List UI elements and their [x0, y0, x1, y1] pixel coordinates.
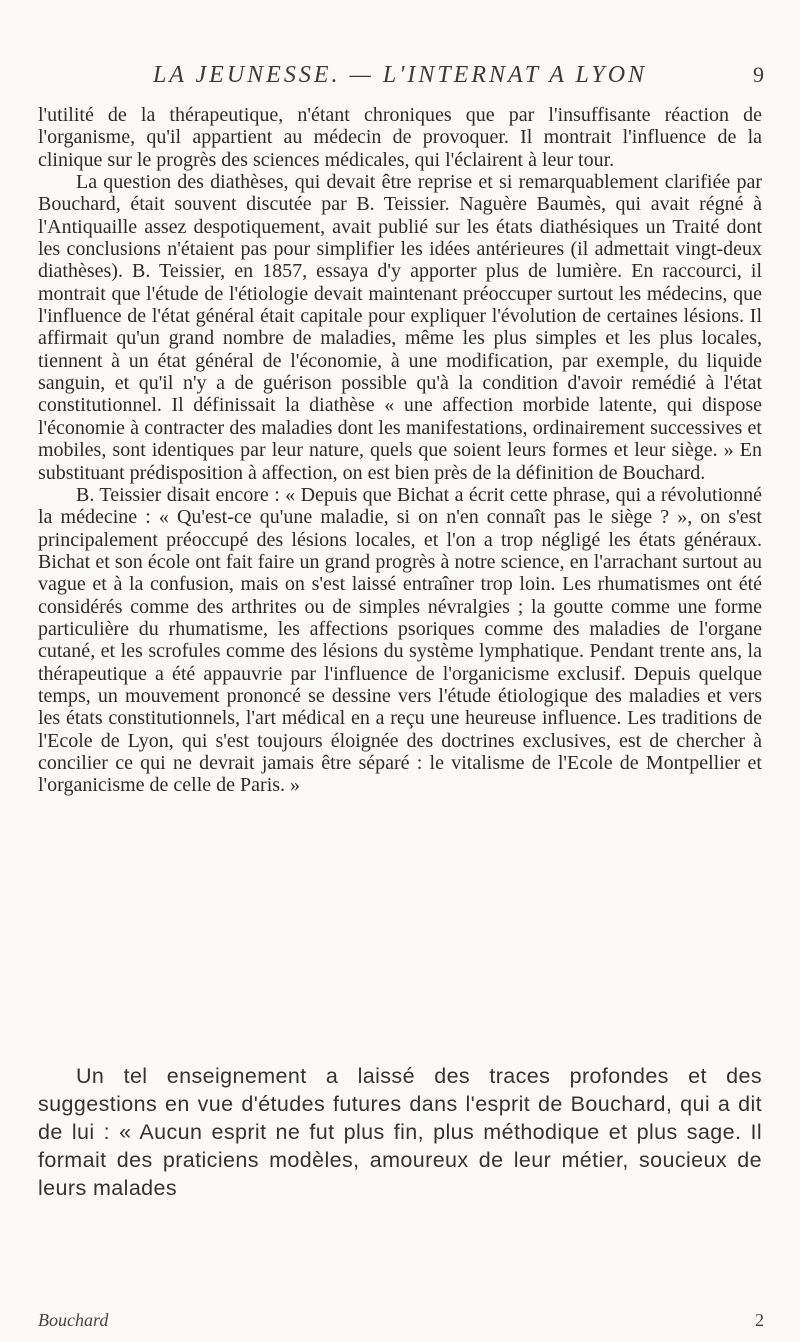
signature-mark: Bouchard [38, 1310, 109, 1330]
paragraph: B. Teissier disait encore : « Depuis que Bichat a écrit cette phrase, qui a révolutionné la médecine : « Qu'est-ce qu'une maladie, si on n'en connaît pas le siège ? », on s'est principalement préoccupé des lésions locales, et l'on a trop négligé les états généraux. Bichat et son école ont fait faire un grand progrès à notre science, en l'arrachant surtout au vague et à la confusion, mais on s'est laissé entraîner trop loin. Les rhumatismes ont été considérés comme des arthrites ou de simples névralgies ; la goutte comme une forme particulière du rhumatisme, les affections psoriques comme des maladies de l'organe cutané, et les scrofules comme des lésions du système lymphatique. Pendant trente ans, la thérapeutique a été appauvrie par l'influence de l'organicisme exclusif. Depuis quelque temps, un mouvement prononcé se dessine vers l'étude étiologique des maladies et vers les états constitutionnels, l'art médical en a reçu une heureuse influence. Les traditions de l'Ecole de Lyon, qui s'est toujours éloignée des doctrines exclusives, est de chercher à concilier ce qui ne devrait jamais être séparé : le vitalisme de l'Ecole de Montpellier et l'organicisme de celle de Paris. » [38, 483, 762, 797]
signature-number: 2 [755, 1310, 764, 1330]
body-text [38, 104, 762, 797]
paragraph: Un tel enseignement a laissé des traces profondes et des suggestions en vue d'études futures dans l'esprit de Bouchard, qui a dit de lui : « Aucun esprit ne fut plus fin, plus méthodique et plus sage. Il formait des praticiens modèles, amoureux de leur métier, soucieux de leurs malades [38, 1064, 762, 1200]
running-title: LA JEUNESSE. — L'INTERNAT A LYON [152, 62, 648, 88]
paragraph: La question des diathèses, qui devait être reprise et si remarquablement clarifiée par Bouchard, était souvent discutée par B. Teissier. Naguère Baumès, qui avait régné à l'Antiquaille assez despotiquement, avait publié sur les états diathésiques un Traité dont les conclusions n'étaient pas pour simplifier les idées antérieures (il admettait vingt-deux diathèses). B. Teissier, en 1857, essaya d'y apporter plus de lumière. En raccourci, il montrait que l'étude de l'étiologie devait maintenant préoccuper surtout les médecins, que l'influence de l'état général était capitale pour expliquer l'évolution de certaines lésions. Il affirmait qu'un grand nombre de maladies, même les plus simples et les plus locales, tiennent à un état général de l'économie, à une modification, par exemple, du liquide sanguin, et qu'il n'y a de guérison possible qu'à la condition d'avoir remédié à l'état constitutionnel. Il définissait la diathèse « une affection morbide latente, qui dispose l'économie à contracter des maladies dont les manifestations, ordinairement successives et mobiles, sont identiques par leur nature, quels que soient leurs formes et leur siège. » En substituant prédisposition à affection, on est bien près de la définition de Bouchard. [38, 171, 762, 484]
paragraph: l'utilité de la thérapeutique, n'étant chroniques que par l'insuffisante réaction de l'organisme, qu'il appartient au médecin de provoquer. Il montrait l'influence de la clinique sur le progrès des sciences médicales, qui l'éclairent à leur tour. [38, 104, 762, 171]
running-head [0, 62, 800, 92]
page-number: 9 [753, 62, 764, 87]
page-footer [38, 1310, 764, 1334]
large-text-block [38, 1062, 762, 1202]
